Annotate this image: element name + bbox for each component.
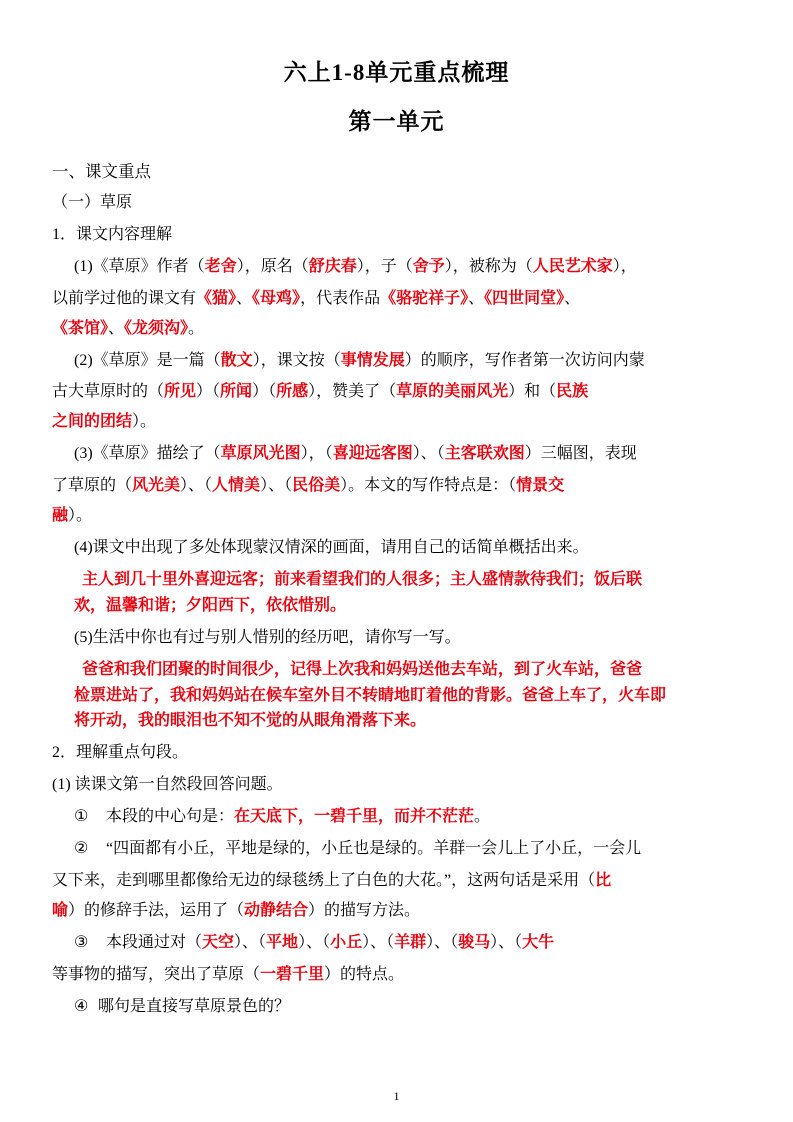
q1-l2-t5: 、 [564, 289, 581, 307]
page-title: 六上1-8单元重点梳理 [283, 60, 510, 85]
section-heading-1: 一、课文重点 [52, 162, 151, 181]
q3-a2: 喜迎远客图 [332, 445, 413, 463]
page-subtitle: 第一单元 [348, 109, 445, 134]
item-1-a1: 在天底下，一碧千里，而并不茫茫 [234, 808, 475, 826]
q3-t4: ）三幅图，表现 [524, 445, 637, 463]
q3-l3-t1: ）。 [68, 507, 93, 525]
item-2-l3-t1: ）的修辞手法，运用了（ [68, 901, 245, 919]
item-2-number: ② [74, 840, 89, 858]
q2-label: (2) [74, 351, 93, 369]
q3-l2-t2: ）、（ [180, 477, 213, 495]
item-4-text: 哪句是直接写草原景色的？ [98, 997, 291, 1015]
item-2-l3-t2: ）的描写方法。 [308, 901, 421, 919]
question-5 [74, 625, 741, 651]
item-1-number: ① [74, 808, 89, 826]
q1-l3-a2: 《龙须沟》 [124, 319, 189, 337]
item-3-a5: 骏马 [458, 933, 491, 951]
item-2-line3 [52, 898, 741, 924]
item-3-t6: ）、（ [490, 933, 523, 951]
q2-a1: 散文 [220, 351, 253, 369]
question-3 [74, 441, 741, 467]
item-4 [74, 994, 741, 1020]
part2-question-1: (1) 读课文第一自然段回答问题。 [52, 776, 283, 794]
answer-4-line2: 欢，温馨和谐；夕阳西下，依依惜别。 [74, 596, 347, 614]
question-3-line2 [52, 473, 741, 499]
question-2-line3 [52, 409, 741, 435]
q3-a3: 主客联欢图 [444, 445, 525, 463]
q1-l2-t1: 以前学过他的课文有 [52, 289, 197, 307]
q3-l3-a1: 融 [52, 507, 69, 525]
q4-label: (4) [74, 538, 93, 556]
q1-t1: 《草原》作者（ [92, 257, 205, 275]
part-heading-2: 2．理解重点句段。 [52, 744, 189, 762]
topic-heading-1: （一）草原 [52, 194, 133, 211]
item-3-t3: ）、（ [298, 933, 331, 951]
q1-l2-t2: 、 [236, 289, 253, 307]
q3-t3: ）、（ [412, 445, 445, 463]
item-3-number: ③ [74, 933, 89, 951]
q3-label: (3) [74, 445, 93, 463]
item-2-l3-a2: 动静结合 [244, 901, 309, 919]
q2-l3-a1: 之间的团结 [52, 413, 133, 431]
q1-a3: 舍予 [412, 257, 445, 275]
item-3-a1: 天空 [202, 933, 235, 951]
q2-t3: ）的顺序，写作者第一次访问内蒙 [404, 351, 645, 369]
q1-a1: 老舍 [204, 257, 237, 275]
q1-l2-a1: 《猫》 [196, 289, 237, 307]
item-3-a6: 大牛 [522, 933, 555, 951]
q3-l2-a4: 情景交 [516, 477, 565, 495]
item-2-l2-a: 比 [595, 871, 612, 889]
item-3-t1: 本段通过对（ [106, 933, 203, 951]
q2-l2-t1: 古大草原时的（ [52, 383, 165, 401]
q3-a1: 草原风光图 [220, 445, 301, 463]
item-1-t1: 本段的中心句是： [106, 808, 235, 826]
q5-text: 生活中你也有过与别人惜别的经历吧，请你写一写。 [92, 628, 461, 646]
question-1 [74, 254, 741, 280]
q1-t3: ），子（ [356, 257, 413, 275]
item-1-t2: 。 [474, 808, 491, 826]
answer-5-line2: 检票进站了，我和妈妈站在候车室外目不转睛地盯着他的背影。爸爸上车了，火车即 [74, 686, 667, 704]
q2-l2-a3: 所感 [276, 383, 309, 401]
item-2-l3-a1: 喻 [52, 901, 69, 919]
question-1-line3 [52, 316, 741, 342]
item-3-t5: ）、（ [426, 933, 459, 951]
q3-l2-a3: 民俗美 [292, 477, 341, 495]
item-2-line2 [52, 868, 741, 894]
question-3-line3 [52, 503, 741, 529]
q3-l2-a2: 人情美 [212, 477, 261, 495]
part-heading-1: 1．课文内容理解 [52, 225, 173, 243]
page-number: 1 [393, 1089, 400, 1103]
item-2-l2: 又下来，走到哪里都像给无边的绿毯绣上了白色的大花。”，这两句话是采用（ [52, 871, 596, 889]
q2-l2-a1: 所见 [164, 383, 197, 401]
item-2-t1: “四面都有小丘，平地是绿的，小丘也是绿的。羊群一会儿上了小丘，一会儿 [106, 840, 642, 858]
q1-t4: ），被称为（ [444, 257, 533, 275]
q2-t1: 《草原》是一篇（ [92, 351, 221, 369]
item-3-t2: ）、（ [234, 933, 267, 951]
item-2 [74, 836, 741, 862]
q1-l2-a4: 《四世同堂》 [484, 289, 565, 307]
q2-l2-t2: ）（ [196, 383, 221, 401]
item-3-l2-t2: ）的特点。 [324, 965, 405, 983]
q3-l2-t4: ）。本文的写作特点是：（ [340, 477, 517, 495]
q1-a4: 人民艺术家 [532, 257, 613, 275]
answer-4-line1: 主人到几十里外喜迎远客；前来看望我们的人很多；主人盛情款待我们；饭后联 [82, 570, 643, 588]
q2-t2: ），课文按（ [252, 351, 341, 369]
question-4 [74, 535, 741, 561]
q1-t5: ）， [612, 257, 637, 275]
item-3-l2-a1: 一碧千里 [260, 965, 325, 983]
q3-l2-t1: 了草原的（ [52, 477, 133, 495]
q1-l3-t1: 、 [108, 319, 125, 337]
answer-5-line3: 将开动，我的眼泪也不知不觉的从眼角滑落下来。 [74, 712, 427, 730]
q2-l2-a2: 所闻 [220, 383, 253, 401]
item-3-a2: 平地 [266, 933, 299, 951]
question-1-line2 [52, 286, 741, 312]
q4-text: 课文中出现了多处体现蒙汉情深的画面，请用自己的话简单概括出来。 [92, 538, 589, 556]
item-3-line2 [52, 962, 741, 988]
question-2 [74, 348, 741, 374]
q5-label: (5) [74, 628, 93, 646]
answer-5-line1: 爸爸和我们团聚的时间很少，记得上次我和妈妈送他去车站，到了火车站，爸爸 [82, 660, 643, 678]
q1-l2-t3: ，代表作品 [300, 289, 381, 307]
q2-l2-a4: 草原的美丽风光 [396, 383, 509, 401]
item-3-t4: ）、（ [362, 933, 395, 951]
q3-l2-a1: 风光美 [132, 477, 181, 495]
item-3 [74, 930, 741, 956]
q1-l3-a1: 《茶馆》 [52, 319, 109, 337]
q1-t2: ），原名（ [236, 257, 309, 275]
q2-l2-t3: ）（ [252, 383, 277, 401]
item-1 [74, 804, 741, 830]
question-2-line2 [52, 379, 741, 405]
item-4-number: ④ [74, 997, 89, 1015]
item-3-l2-t1: 等事物的描写，突出了草原（ [52, 965, 261, 983]
item-3-a4: 羊群 [394, 933, 427, 951]
q2-l2-t5: ）和（ [508, 383, 557, 401]
q2-a2: 事情发展 [340, 351, 405, 369]
q1-l2-a3: 《骆驼祥子》 [380, 289, 469, 307]
q1-a2: 舒庆春 [308, 257, 357, 275]
q1-label: (1) [74, 257, 93, 275]
q2-l2-t4: ），赞美了（ [308, 383, 397, 401]
q2-l2-a5: 民族 [556, 383, 589, 401]
q3-t1: 《草原》描绘了（ [92, 445, 221, 463]
q1-l2-a2: 《母鸡》 [252, 289, 301, 307]
q1-l3-t2: 。 [188, 319, 205, 337]
q3-l2-t3: ）、（ [260, 477, 293, 495]
q1-l2-t4: 、 [468, 289, 485, 307]
item-3-a3: 小丘 [330, 933, 363, 951]
q2-l3-t1: ）。 [132, 413, 157, 431]
q3-t2: ），（ [300, 445, 333, 463]
